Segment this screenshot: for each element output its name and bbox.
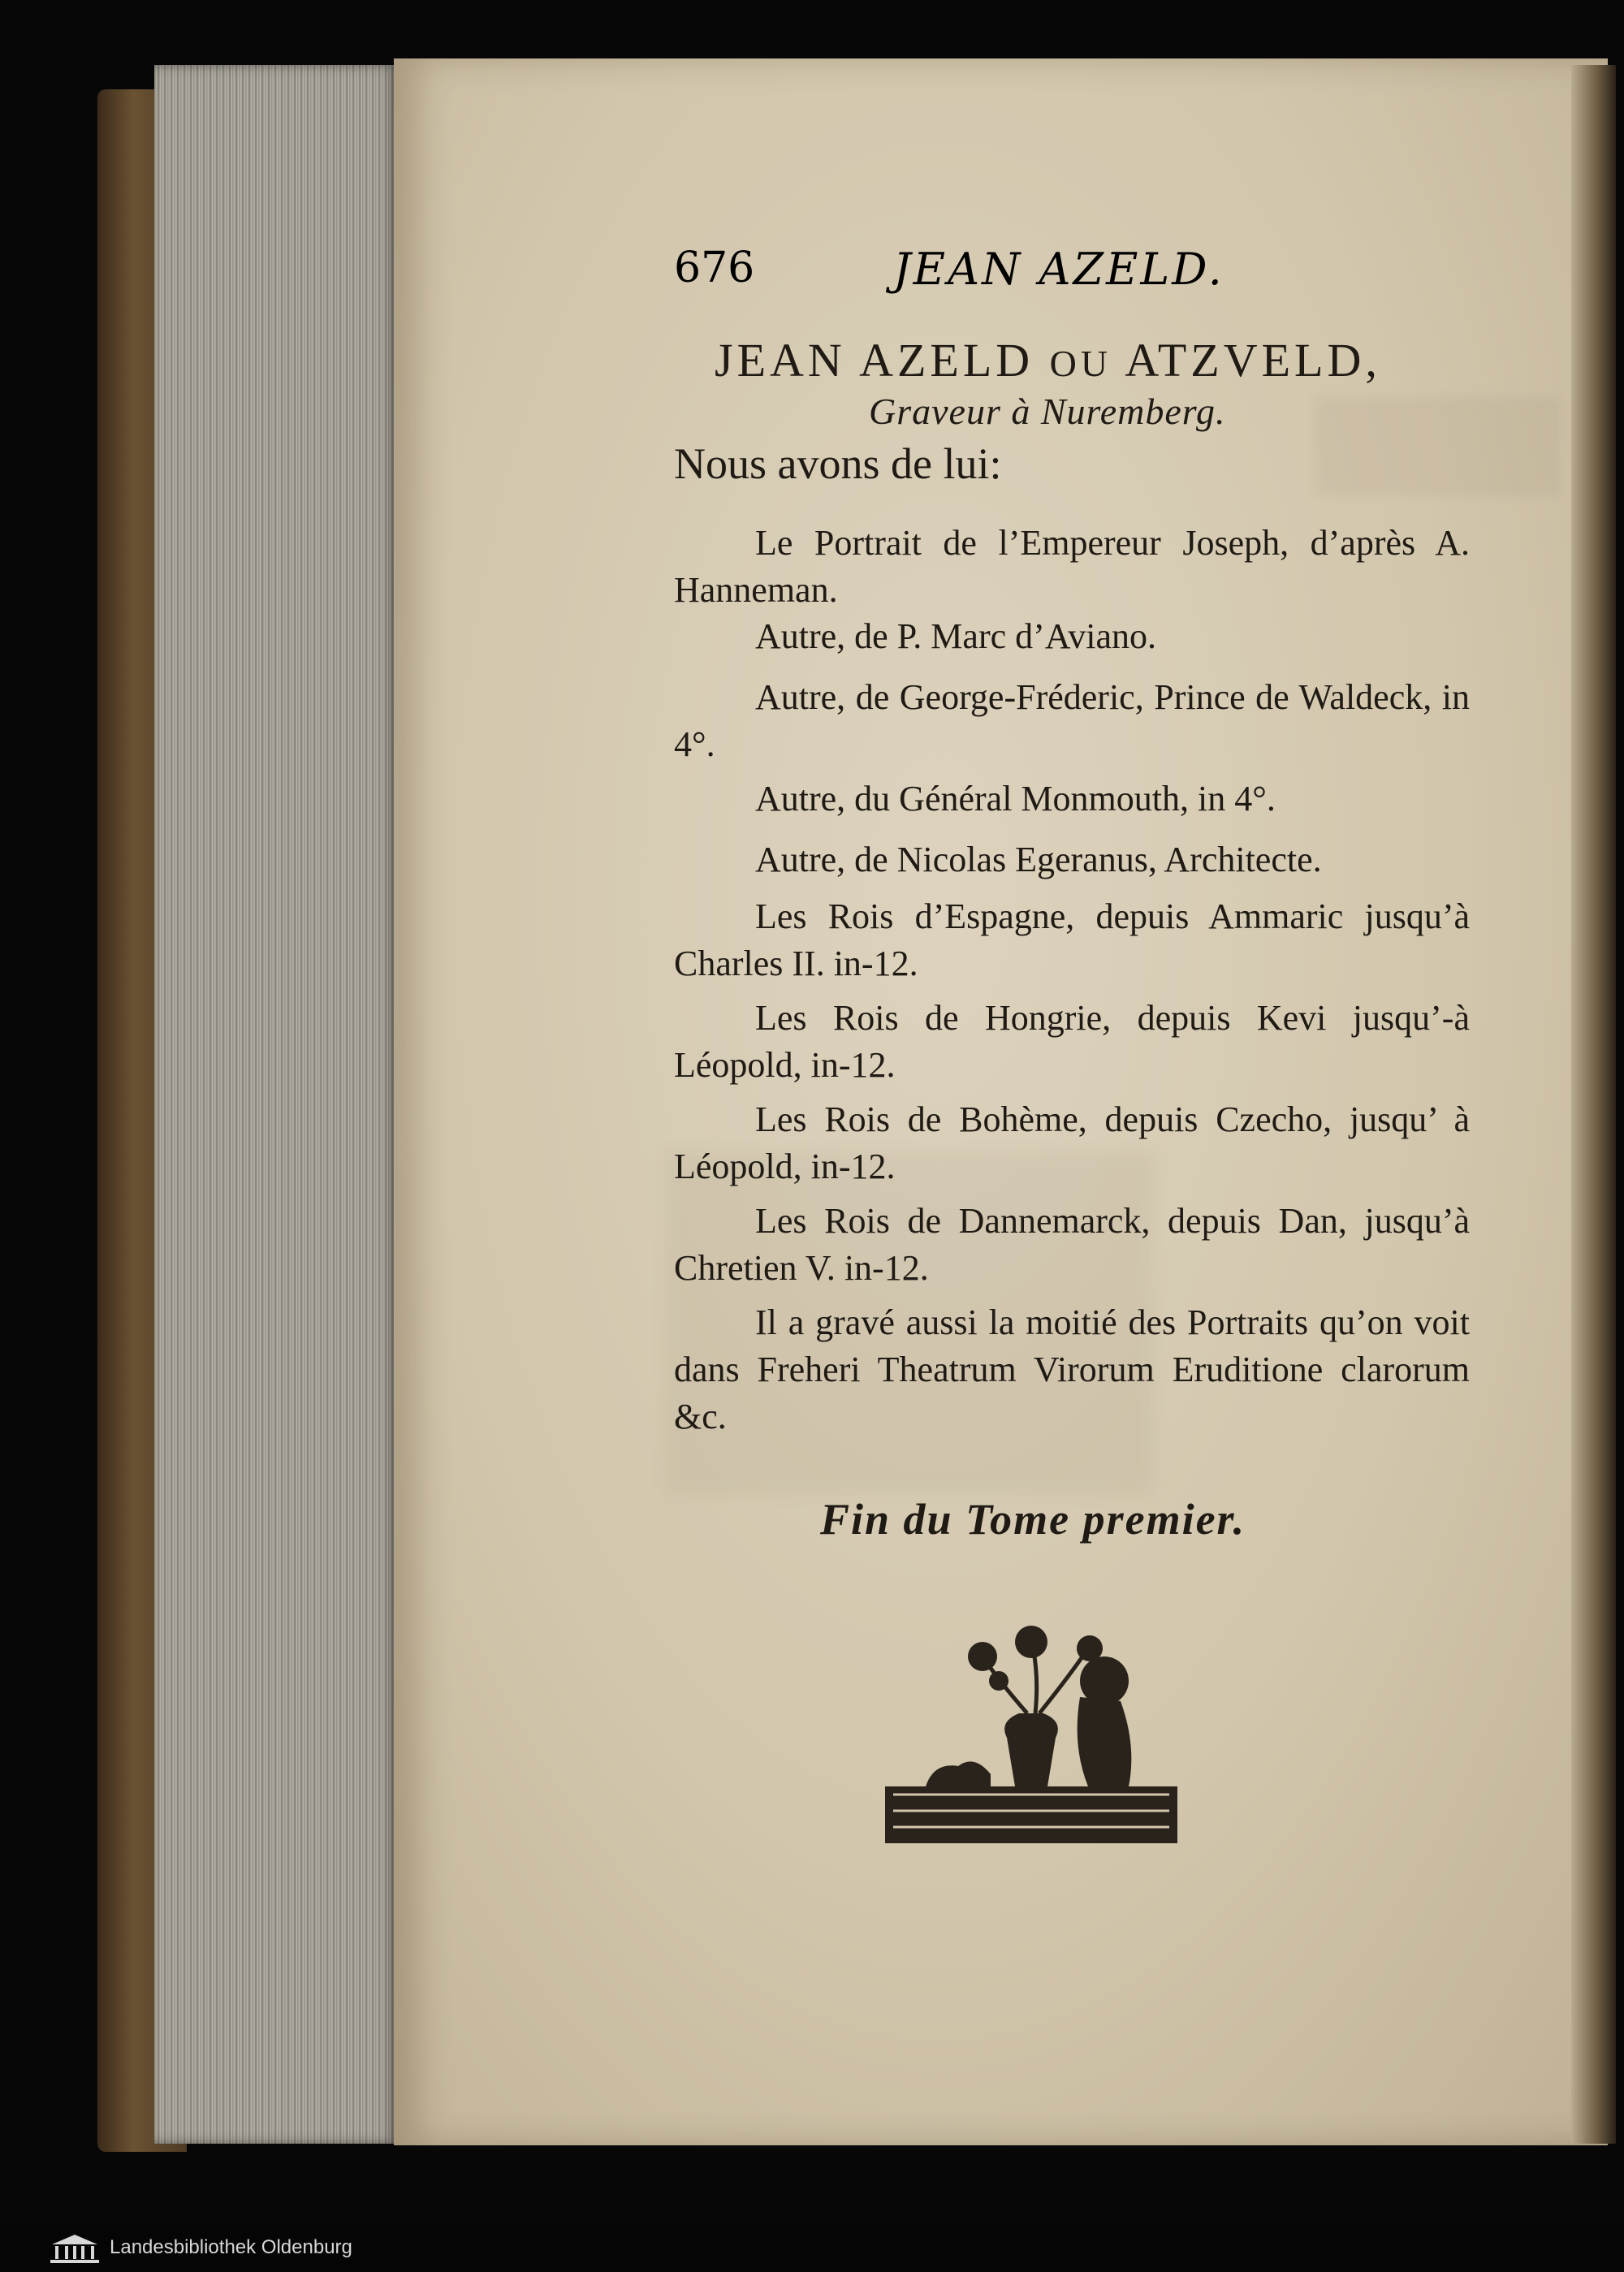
list-item: Les Rois d’Espagne, depuis Ammaric jusqu’à Charles II. in-12. xyxy=(674,896,1470,983)
library-name: Landesbibliothek Oldenburg xyxy=(110,2236,352,2258)
list-item: Autre, du Général Monmouth, in 4°. xyxy=(755,779,1276,819)
page-fore-edge xyxy=(154,65,398,2144)
show-through-shadow xyxy=(1315,398,1559,495)
book-gutter xyxy=(1571,65,1616,2144)
footer-bar xyxy=(0,2225,1624,2272)
list-item: Les Rois de Hongrie, depuis Kevi jusqu’-à Léopold, in-12. xyxy=(674,998,1470,1085)
page-number: 676 xyxy=(674,244,755,292)
title-alt: ATZVELD, xyxy=(1125,334,1381,387)
list-item: Il a gravé aussi la moitié des Portraits qu’on voit dans Freheri Theatrum Virorum Eruditione clarorum &c. xyxy=(674,1302,1470,1436)
list-item: Autre, de Nicolas Egeranus, Architecte. xyxy=(755,840,1322,879)
cherub-vignette-icon xyxy=(877,1624,1186,1859)
closing-line: Fin du Tome premier. xyxy=(820,1495,1246,1544)
library-building-icon xyxy=(49,2233,101,2264)
list-item: Les Rois de Dannemarck, depuis Dan, jusqu’à Chretien V. in-12. xyxy=(674,1201,1470,1288)
running-head xyxy=(674,244,1259,300)
list-item: Les Rois de Bohème, depuis Czecho, jusqu’ à Léopold, in-12. xyxy=(674,1099,1470,1186)
list-item: Autre, de P. Marc d’Aviano. xyxy=(755,616,1157,656)
running-title: JEAN AZELD. xyxy=(893,244,1224,295)
title-connector: OU xyxy=(1049,343,1112,384)
list-item: Autre, de George-Fréderic, Prince de Waldeck, in 4°. xyxy=(674,677,1470,764)
entry-subtitle: Graveur à Nuremberg. xyxy=(869,391,1226,432)
list-item: Le Portrait de l’Empereur Joseph, d’après A. Hanneman. xyxy=(674,523,1470,610)
title-main: JEAN AZELD xyxy=(715,334,1034,387)
entry-title xyxy=(715,333,1462,387)
intro-line: Nous avons de lui: xyxy=(674,439,1002,488)
